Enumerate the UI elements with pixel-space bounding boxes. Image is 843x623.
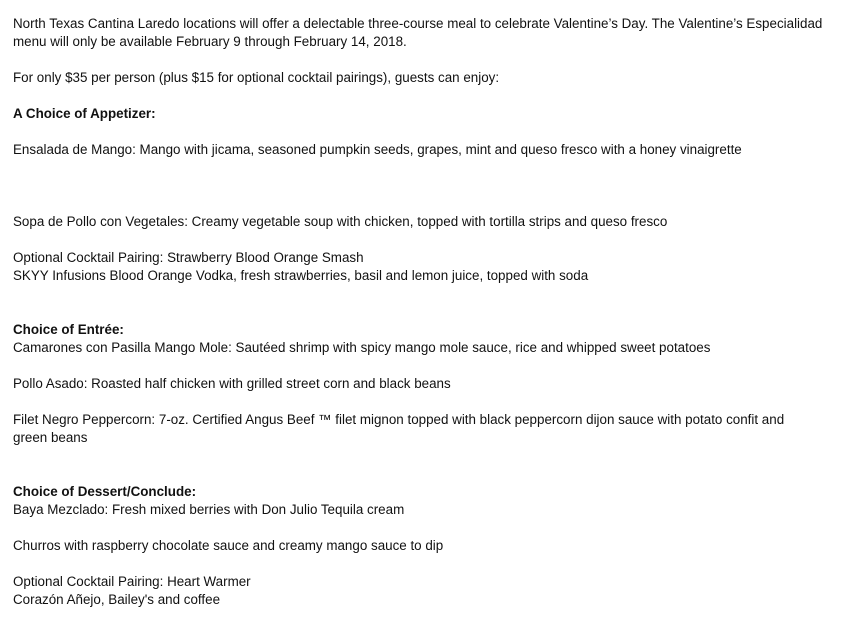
dessert-item-baya: Baya Mezclado: Fresh mixed berries with Don Julio Tequila cream [13,502,405,517]
entree-item-camarones: Camarones con Pasilla Mango Mole: Sautéed shrimp with spicy mango mole sauce, rice and whipped sweet potatoes [13,340,711,355]
spacer [13,231,839,249]
spacer [13,393,839,411]
spacer [13,123,839,141]
appetizer-item-sopa: Sopa de Pollo con Vegetales: Creamy vegetable soup with chicken, topped with tortilla strips and queso fresco [13,214,668,229]
spacer [13,285,839,321]
entree-item-pollo: Pollo Asado: Roasted half chicken with grilled street corn and black beans [13,376,451,391]
spacer [13,195,839,213]
dessert-pairing-title: Optional Cocktail Pairing: Heart Warmer [13,574,251,589]
appetizer-item-ensalada: Ensalada de Mango: Mango with jicama, seasoned pumpkin seeds, grapes, mint and queso fresco with a honey vinaigrette [13,142,742,157]
appetizer-pairing-description: SKYY Infusions Blood Orange Vodka, fresh strawberries, basil and lemon juice, topped with soda [13,268,589,283]
entree-item-filet-line-2: green beans [13,430,88,445]
dessert-item-churros: Churros with raspberry chocolate sauce and creamy mango sauce to dip [13,538,444,553]
document-body [13,15,839,609]
spacer [13,159,839,195]
dessert-pairing-description: Corazón Añejo, Bailey's and coffee [13,592,221,607]
dessert-heading: Choice of Dessert/Conclude: [13,484,197,499]
spacer [13,357,839,375]
intro-line-2: menu will only be available February 9 through February 14, 2018. [13,34,407,49]
spacer [13,519,839,537]
price-text: For only $35 per person (plus $15 for optional cocktail pairings), guests can enjoy: [13,70,500,85]
spacer [13,555,839,573]
spacer [13,447,839,483]
intro-line-1: North Texas Cantina Laredo locations will offer a delectable three-course meal to celebrate Valentine’s Day. The Valentine’s Especialidad [13,16,823,31]
entree-heading: Choice of Entrée: [13,322,124,337]
appetizer-heading: A Choice of Appetizer: [13,106,156,121]
spacer [13,87,839,105]
appetizer-pairing-title: Optional Cocktail Pairing: Strawberry Blood Orange Smash [13,250,364,265]
spacer [13,51,839,69]
entree-item-filet-line-1: Filet Negro Peppercorn: 7-oz. Certified Angus Beef ™ filet mignon topped with black peppercorn dijon sauce with potato confit and [13,412,785,427]
